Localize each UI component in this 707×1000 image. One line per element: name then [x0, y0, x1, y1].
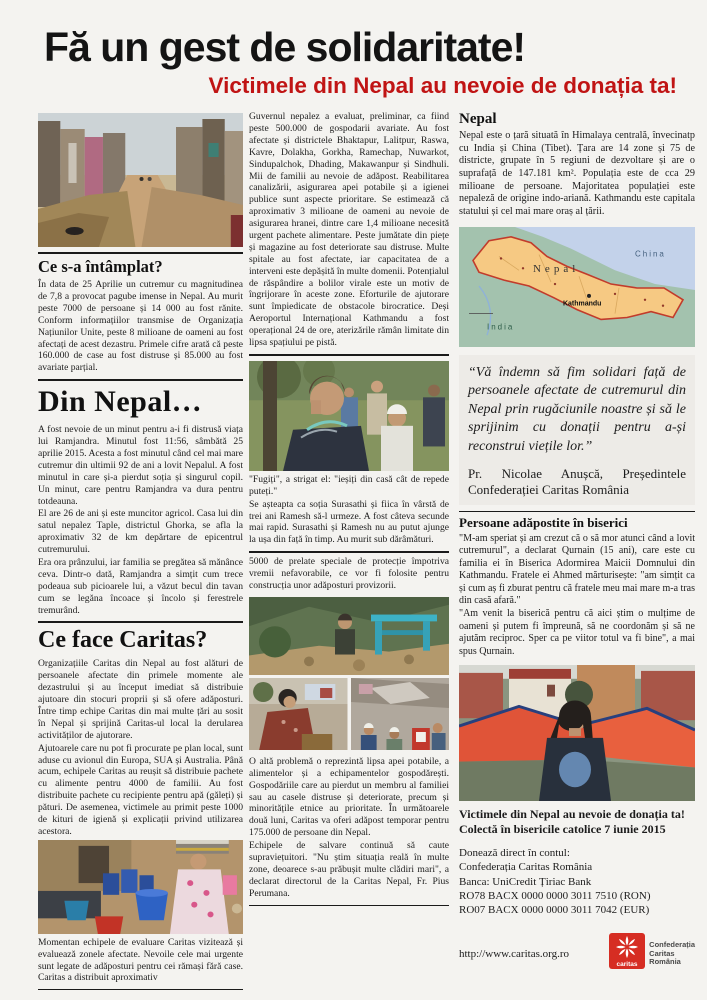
woman-buckets-photo — [38, 840, 243, 934]
donation-iban-eur: RO07 BACX 0000 0000 3011 7042 (EUR) — [459, 904, 650, 917]
footer-row — [459, 933, 695, 974]
left-caption-block — [38, 937, 243, 991]
section-sheltered — [459, 511, 695, 658]
section-din-nepal — [38, 379, 243, 616]
donation-org: Confederația Caritas România — [459, 861, 593, 874]
columns — [0, 111, 707, 990]
logo-line-2: Caritas — [649, 948, 675, 958]
caritas-heading: Ce face Caritas? — [38, 627, 208, 654]
section-nepal-info — [459, 111, 695, 218]
government-report: Guvernul nepalez a evaluat, preliminar, ca fiind peste 500.000 de gospodarii avariate. Au fost afectate și districtele Bhaktapur, Lalitpur, Raswa, Kavre, Dolakha, Gorkha, Ramechap, Nuwarkot, Sindupalchok, Dhading, Makawanpur și Sindhuli. Mii de familii au nevoie de adăpost. Reabilitarea canalizării, asigurarea apei potabile și a igienei publice sunt aspecte prioritare. Se estimează că aproximativ 3 milioane de oameni au nevoie de asigurarea hranei, dintre care 1,4 milioane necesită urgent pachete alimentare. Peste jumătate din piețe și magazine au fost deteriorate sau distruse. Multe spitale au fost afectate, iar capacitatea de a interveni este depășită în multe domenii. Potențialul de răspândire a bolilor virale este un motiv de îngrijorare în aceste zone. Eforturile de ajutorare sunt împiedicate de obstacole birocratice. Deși Aeroportul Internațional Kathmandu a fost operațional 24 de ore, aterizările rămân limitate din lipsa spațiului pe pistă. — [249, 111, 449, 348]
caritas-p2: Ajutoarele care nu pot fi procurate pe plan local, sunt aduse cu avionul din Europa, SUA și Australia. Până acum, echipele Caritas au reușit să distribuie pachete cu alimente pentru 4000 de familii. Au fost distribuite pachete cu recipiente pentru apă (găleți) și pături. De asemenea, victimele au primit peste 1000 de kituri de igienă și explicații privind utilizarea acestora. — [38, 742, 243, 837]
sheltered-p2: "Am venit la biserică pentru că aici știm o mulțime de oameni și putem fi împreună, să ne coordonăm și să ne ajutăm reciproc. Sper ca pe viitor totul va fi bine", a mai spus Qurnain. — [459, 608, 695, 657]
nepal-body: Nepal este o țară situată în Himalaya centrală, învecinatp cu India și China (Tibet). Țara are 14 zone și 75 de districte, grupate în 5 regiuni de dezvoltare și are o suprafață de 147.181 km². Populația este de cca 29 milioane de persoane. Majoritatea populației este nepaleză de origine indo-ariană. Kathmandu este capitala statului și cel mai mare oraș al țării. — [459, 130, 695, 217]
section-water-rescue — [249, 756, 449, 906]
middle-column — [249, 111, 449, 906]
water-shortage-text: O altă problemă o reprezintă lipsa apei potabile, a alimentelor și a echipamentelor gospodărești. Gospodăriile care au pierdut un membru al familiei sau au casele distruse și deteriorate, precum și minoritățile etnice au prioritate. În următoarele două luni, Caritas va oferi adăpost temporar pentru 175.000 de persoane din Nepal. — [249, 755, 449, 839]
din-nepal-p3: Era ora prânzului, iar familia se pregătea să mănânce ceva. Dintr-o dată, Ramjandra a simțit cum trece podeaua sub picioarele lui, a văzut becul din tavan cum se legăna încoace și încolo și ferestrele tremurând. — [38, 556, 243, 616]
donation-bank: Banca: UniCredit Țiriac Bank — [459, 875, 592, 888]
donation-details — [459, 846, 695, 917]
nepal-heading: Nepal — [459, 111, 497, 128]
left-column — [38, 111, 243, 990]
map-label-kathmandu: Kathmandu — [563, 300, 602, 308]
donation-intro: Donează direct în contul: — [459, 846, 570, 859]
what-happened-body: În data de 25 Aprilie un cutremur cu magnitudinea de 7,8 a provocat pagube imense in Nepal. Au murit peste 7000 de persoane și 14 000 au fost rănite. Conform informațiilor transmise de Organizația Națiunilor Unite, peste 8 milioane de oameni au fost afectați de acest dezastru. Primele cifre arată că peste 160.000 de case au fost distruse și 85.000 au fost avariate parțial. — [38, 279, 243, 374]
caritas-cross-icon — [609, 933, 645, 974]
rescuers-rubble-photo — [351, 678, 450, 750]
donation-iban-ron: RO78 BACX 0000 0000 3011 7510 (RON) — [459, 889, 651, 902]
section-what-happened — [38, 252, 243, 374]
left-photo-caption: Momentan echipele de evaluare Caritas vizitează și evaluează zonele afectate. Nevoile cele mai urgente sunt legate de adăposturi pentru cei rămași fără case. Caritas a distribuit aproximativ — [38, 936, 243, 984]
page-title: Fă un gest de solidaritate! — [44, 24, 526, 70]
quote-text: “Vă îndemn să fim solidari față de persoanele afectate de cutremurul din Nepal prin rugăciunile noastre și să le sprijinim cu donații pentru a-și reconstrui viețile lor.” — [468, 364, 686, 454]
fugiti-body: Se așteapta ca soția Surasathi și fiica în vârstă de trei ani Ramesh să-l urmeze. A fost câteva secunde mai rapid. Surasathi și Ramesh nu au putut ajunge la ușa din față în timp. Au murit sub dărâmături. — [249, 498, 449, 546]
section-tarps — [249, 551, 449, 750]
page-subtitle: Victimele din Nepal au nevoie de donația ta! — [208, 73, 677, 99]
din-nepal-p1: A fost nevoie de un minut pentru a-i fi distrusă viața lui Ramjandra. Minutul fost 11:56, sâmbătă 25 aprilie 2015. Acesta a fost minutul când cel mai mare cutremur din ultimii 92 de ani a lovit Nepalul. A fost minutul in care și-a pierdut soția și singurul copil. Un minut, care pentru Ramjandra va dura pentru totdeauna. — [38, 424, 243, 507]
fugiti-caption: "Fugiți", a strigat el: "ieșiți din casă cât de repede puteți." — [249, 473, 449, 497]
caritas-p1: Organizațiile Caritas din Nepal au fost alături de persoanele afectate din primele momente ale dezastrului și au început imediat să distribuie ajutoare din stocuri proprii și să ofere adăposturi. Între timp echipe Caritas din mai multe țări au sosit în Nepal și sprijină Caritas-ul local la derularea activităților de ajutorare. — [38, 658, 243, 741]
girl-tents-photo — [459, 665, 695, 801]
section-ramjandra-photo — [249, 354, 449, 546]
header — [0, 0, 707, 99]
caritas-logo — [609, 933, 695, 974]
caritas-logo-text — [649, 941, 695, 967]
boy-rubble-photo — [249, 597, 449, 675]
map-label-nepal: Nepal — [533, 262, 580, 275]
caritas-logo-wordmark: caritas — [616, 961, 638, 969]
caritas-website-link[interactable]: http://www.caritas.org.ro — [459, 947, 569, 960]
donation-headline-1: Victimele din Nepal au nevoie de donația ta! — [459, 806, 685, 821]
sheltered-p1: "M-am speriat și am crezut că o să mor atunci când a lovit cutremurul", a declarat Qurnain (15 ani), care este cu familia ei în Biserica Adormirea Maicii Domnului din Kathmandu. Fratele ei Ahmed mărturisește: "am simțit ca și cum aș fi zburat pentru că fratele meu mai mare m-a tras din casă afară." — [459, 533, 695, 607]
map-label-china: China — [635, 249, 666, 259]
map-label-india: India — [487, 321, 515, 331]
crying-man-photo — [249, 361, 449, 471]
right-column — [459, 111, 695, 974]
din-nepal-p2: El are 26 de ani și este muncitor agricol. Casa lui din satul nepalez Taple, districtul Ghorka, se afla la aproximativ 32 de km depărtare de epicentrul cutremurului. — [38, 508, 243, 556]
nepal-map — [459, 227, 695, 347]
what-happened-heading: Ce s-a întâmplat? — [38, 257, 163, 277]
logo-line-3: România — [649, 957, 681, 967]
section-ce-face-caritas — [38, 621, 243, 837]
donation-block — [459, 807, 695, 917]
photo-pair — [249, 678, 449, 750]
donation-headline-2: Colectă în bisericile catolice 7 iunie 2015 — [459, 821, 666, 836]
tarps-text: 5000 de prelate speciale de protecție împotriva vremii nefavorabile, ce vor fi folosite pentru construcția unor adăposturi provizorii. — [249, 556, 449, 591]
quote-attribution: Pr. Nicolae Anușcă, Președintele Confederației Caritas România — [468, 465, 686, 497]
destroyed-street-photo — [38, 113, 243, 247]
woman-shawl-photo — [249, 678, 348, 750]
din-nepal-heading: Din Nepal… — [38, 385, 203, 419]
rescue-teams-text: Echipele de salvare continuă să caute supraviețuitori. "Nu știm situația reală în multe zone, deoarece s-au prăbușit multe clădiri mari", a declarat directorul de la Caritas Nepal, Fr. Pius Perumana. — [249, 840, 449, 899]
quote-block — [459, 355, 695, 506]
sheltered-heading: Persoane adăpostite în biserici — [459, 515, 628, 531]
logo-line-1: Confederația — [649, 940, 695, 950]
